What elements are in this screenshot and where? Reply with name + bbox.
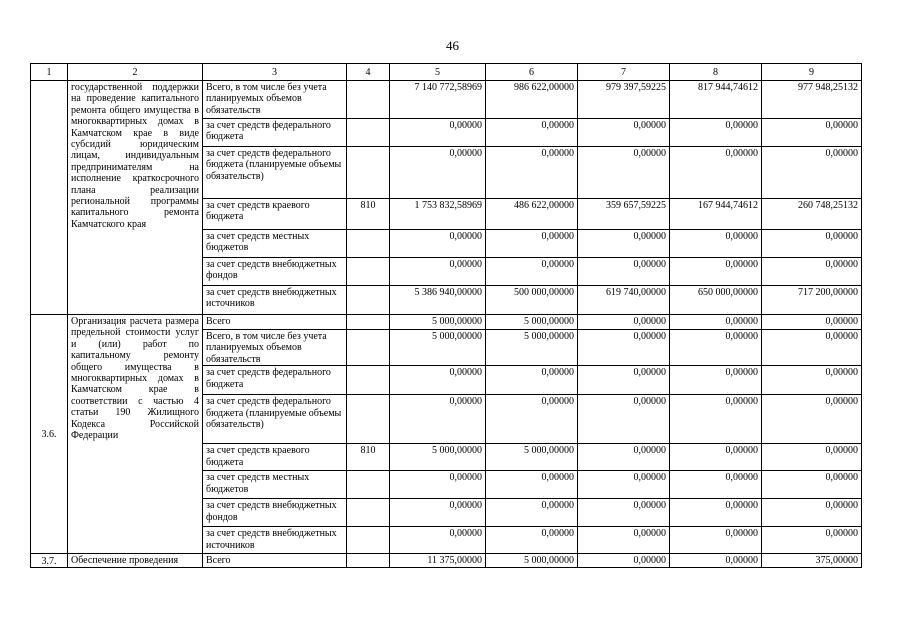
page-number: 46 (446, 38, 459, 53)
column-number: 9 (762, 64, 862, 81)
budget-code (347, 230, 390, 258)
amount-year: 0,00000 (762, 395, 862, 444)
amount-year: 375,00000 (762, 554, 862, 568)
amount-total: 0,00000 (390, 230, 486, 258)
amount-year: 0,00000 (578, 315, 670, 330)
column-number: 7 (578, 64, 670, 81)
budget-code (347, 527, 390, 554)
amount-year: 0,00000 (578, 330, 670, 366)
amount-total: 5 000,00000 (390, 315, 486, 330)
table-row (31, 315, 862, 330)
funding-source: Всего (203, 315, 347, 330)
table-row (31, 81, 862, 119)
funding-source: за счет средств внебюджетных источников (203, 286, 347, 315)
budget-code (347, 366, 390, 395)
amount-total: 1 753 832,58969 (390, 199, 486, 230)
amount-year: 0,00000 (486, 147, 578, 199)
item-number: 3.6. (31, 315, 68, 554)
amount-year: 0,00000 (670, 471, 762, 499)
amount-year: 0,00000 (670, 395, 762, 444)
amount-year: 0,00000 (762, 119, 862, 147)
amount-year: 167 944,74612 (670, 199, 762, 230)
amount-total: 0,00000 (390, 527, 486, 554)
amount-year: 0,00000 (670, 554, 762, 568)
amount-year: 0,00000 (578, 119, 670, 147)
amount-year: 0,00000 (670, 330, 762, 366)
amount-year: 0,00000 (486, 230, 578, 258)
amount-year: 500 000,00000 (486, 286, 578, 315)
amount-total: 5 000,00000 (390, 330, 486, 366)
amount-year: 0,00000 (486, 119, 578, 147)
amount-year: 0,00000 (670, 499, 762, 527)
column-number: 3 (203, 64, 347, 81)
amount-year: 0,00000 (578, 499, 670, 527)
amount-total: 0,00000 (390, 119, 486, 147)
budget-code (347, 330, 390, 366)
funding-source: за счет средств федерального бюджета (планируемые объемы обязательств) (203, 147, 347, 199)
amount-year: 0,00000 (762, 366, 862, 395)
budget-code (347, 395, 390, 444)
budget-code (347, 554, 390, 568)
amount-year: 717 200,00000 (762, 286, 862, 315)
amount-year: 0,00000 (578, 147, 670, 199)
column-number: 4 (347, 64, 390, 81)
budget-code: 810 (347, 444, 390, 471)
column-number: 8 (670, 64, 762, 81)
amount-year: 0,00000 (670, 147, 762, 199)
amount-year: 0,00000 (486, 527, 578, 554)
amount-year: 650 000,00000 (670, 286, 762, 315)
amount-year: 0,00000 (578, 527, 670, 554)
amount-year: 0,00000 (486, 499, 578, 527)
amount-total: 0,00000 (390, 395, 486, 444)
amount-year: 0,00000 (762, 315, 862, 330)
budget-code (347, 81, 390, 119)
amount-year: 0,00000 (486, 258, 578, 286)
amount-year: 0,00000 (762, 330, 862, 366)
funding-source: за счет средств внебюджетных источников (203, 527, 347, 554)
amount-total: 5 000,00000 (390, 444, 486, 471)
funding-source: Всего, в том числе без учета планируемых объемов обязательств (203, 330, 347, 366)
item-number: 3.7. (31, 554, 68, 568)
amount-year: 5 000,00000 (486, 554, 578, 568)
amount-year: 0,00000 (670, 258, 762, 286)
budget-code (347, 315, 390, 330)
budget-code (347, 471, 390, 499)
amount-total: 0,00000 (390, 258, 486, 286)
amount-year: 0,00000 (762, 499, 862, 527)
amount-year: 0,00000 (762, 527, 862, 554)
amount-total: 7 140 772,58969 (390, 81, 486, 119)
amount-total: 0,00000 (390, 471, 486, 499)
column-number: 6 (486, 64, 578, 81)
amount-year: 0,00000 (578, 395, 670, 444)
amount-year: 0,00000 (762, 444, 862, 471)
amount-year: 619 740,00000 (578, 286, 670, 315)
amount-year: 0,00000 (762, 230, 862, 258)
amount-year: 5 000,00000 (486, 444, 578, 471)
amount-year: 0,00000 (670, 444, 762, 471)
amount-total: 5 386 940,00000 (390, 286, 486, 315)
column-number: 2 (68, 64, 203, 81)
amount-year: 0,00000 (486, 395, 578, 444)
budget-code (347, 119, 390, 147)
budget-code (347, 499, 390, 527)
item-number (31, 81, 68, 315)
item-name: Обеспечение проведения (68, 554, 203, 568)
budget-code (347, 286, 390, 315)
budget-code (347, 258, 390, 286)
amount-total: 0,00000 (390, 366, 486, 395)
amount-year: 977 948,25132 (762, 81, 862, 119)
budget-code: 810 (347, 199, 390, 230)
amount-year: 0,00000 (486, 366, 578, 395)
amount-year: 0,00000 (670, 315, 762, 330)
budget-table (30, 63, 862, 568)
funding-source: за счет средств федерального бюджета (203, 366, 347, 395)
funding-source: за счет средств местных бюджетов (203, 230, 347, 258)
amount-year: 0,00000 (762, 147, 862, 199)
funding-source: Всего, в том числе без учета планируемых объемов обязательств (203, 81, 347, 119)
amount-year: 5 000,00000 (486, 330, 578, 366)
amount-year: 986 622,00000 (486, 81, 578, 119)
amount-year: 0,00000 (670, 230, 762, 258)
funding-source: за счет средств внебюджетных фондов (203, 258, 347, 286)
item-name: государственной поддержки на проведение капитального ремонта общего имущества в многоквартирных домах в Камчатском крае в виде субсидий юридическим лицам, индивидуальным предпринимателям на исполнение краткосрочного плана реализации региональной программы капитального ремонта Камчатского края (68, 81, 203, 315)
amount-year: 817 944,74612 (670, 81, 762, 119)
budget-code (347, 147, 390, 199)
funding-source: за счет средств местных бюджетов (203, 471, 347, 499)
funding-source: за счет средств краевого бюджета (203, 444, 347, 471)
amount-year: 0,00000 (670, 119, 762, 147)
amount-total: 11 375,00000 (390, 554, 486, 568)
amount-year: 5 000,00000 (486, 315, 578, 330)
amount-year: 0,00000 (578, 258, 670, 286)
amount-total: 0,00000 (390, 147, 486, 199)
funding-source: за счет средств внебюджетных фондов (203, 499, 347, 527)
amount-year: 0,00000 (486, 471, 578, 499)
table-body (31, 64, 862, 568)
funding-source: за счет средств федерального бюджета (планируемые объемы обязательств) (203, 395, 347, 444)
funding-source: за счет средств краевого бюджета (203, 199, 347, 230)
funding-source: за счет средств федерального бюджета (203, 119, 347, 147)
amount-year: 486 622,00000 (486, 199, 578, 230)
amount-year: 0,00000 (578, 366, 670, 395)
amount-year: 0,00000 (578, 444, 670, 471)
amount-year: 0,00000 (670, 527, 762, 554)
amount-year: 359 657,59225 (578, 199, 670, 230)
column-number: 1 (31, 64, 68, 81)
amount-total: 0,00000 (390, 499, 486, 527)
amount-year: 0,00000 (578, 471, 670, 499)
amount-year: 260 748,25132 (762, 199, 862, 230)
amount-year: 0,00000 (578, 554, 670, 568)
table-row (31, 554, 862, 568)
amount-year: 979 397,59225 (578, 81, 670, 119)
amount-year: 0,00000 (762, 258, 862, 286)
funding-source: Всего (203, 554, 347, 568)
amount-year: 0,00000 (578, 230, 670, 258)
item-name: Организация расчета размера предельной стоимости услуг и (или) работ по капитальному ремонту общего имущества в многоквартирных домах в Камчатском крае в соответствии с частью 4 статьи 190 Жилищного Кодекса Российской Федерации (68, 315, 203, 554)
column-number: 5 (390, 64, 486, 81)
amount-year: 0,00000 (762, 471, 862, 499)
amount-year: 0,00000 (670, 366, 762, 395)
column-number-row (31, 64, 862, 81)
